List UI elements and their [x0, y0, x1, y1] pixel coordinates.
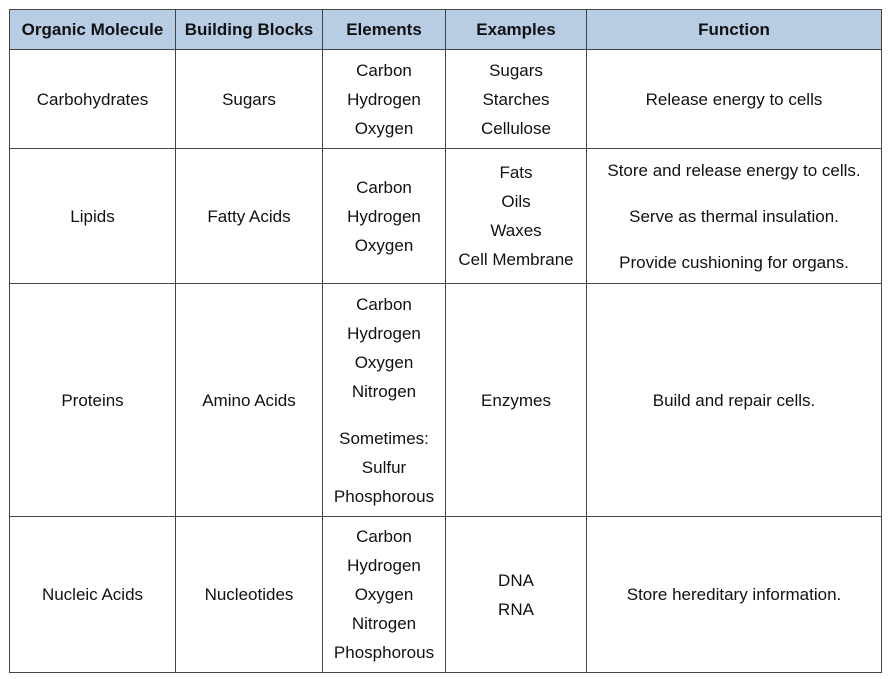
- function-cell: [587, 284, 882, 517]
- element-item: Carbon: [356, 177, 412, 197]
- examples-cell: [446, 284, 587, 517]
- element-item: Sulfur: [361, 457, 407, 477]
- header-organic-molecule: Organic Molecule: [10, 10, 176, 50]
- function-item: Serve as thermal insulation.: [629, 206, 839, 226]
- examples-cell: [446, 517, 587, 673]
- element-item: Carbon: [356, 60, 412, 80]
- molecule-cell: Nucleic Acids: [10, 517, 176, 673]
- elements-cell: [323, 517, 446, 673]
- example-item: Cellulose: [481, 118, 551, 138]
- building-blocks-cell: Fatty Acids: [176, 149, 323, 284]
- example-item: Oils: [501, 192, 531, 211]
- header-building-blocks: Building Blocks: [176, 10, 323, 50]
- example-item: Cell Membrane: [458, 250, 574, 269]
- function-item: Store and release energy to cells.: [607, 160, 861, 180]
- header-examples: Examples: [446, 10, 587, 50]
- table-row: [10, 517, 882, 673]
- header-elements: Elements: [323, 10, 446, 50]
- element-item: Hydrogen: [347, 206, 421, 226]
- molecule-cell: Lipids: [10, 149, 176, 284]
- organic-molecules-table: [9, 9, 882, 673]
- table-row: [10, 50, 882, 149]
- example-item: Sugars: [489, 60, 543, 80]
- element-item: Oxygen: [354, 235, 414, 255]
- spacer: [325, 406, 443, 424]
- element-item: Phosphorous: [333, 486, 435, 506]
- function-item: Store hereditary information.: [626, 585, 842, 604]
- building-blocks-cell: Nucleotides: [176, 517, 323, 673]
- element-item: Carbon: [356, 294, 412, 314]
- examples-cell: [446, 50, 587, 149]
- example-item: DNA: [498, 570, 534, 590]
- function-item: Build and repair cells.: [652, 390, 816, 410]
- function-cell: [587, 50, 882, 149]
- element-item: Oxygen: [354, 585, 414, 604]
- element-item: Nitrogen: [351, 614, 417, 633]
- element-item: Carbon: [356, 527, 412, 546]
- example-item: Fats: [499, 163, 533, 182]
- building-blocks-cell: Amino Acids: [176, 284, 323, 517]
- function-item: Release energy to cells: [645, 89, 823, 109]
- example-item: Starches: [482, 89, 550, 109]
- elements-cell: [323, 50, 446, 149]
- function-item: Provide cushioning for organs.: [619, 252, 849, 272]
- elements-cell: [323, 284, 446, 517]
- molecule-cell: Proteins: [10, 284, 176, 517]
- example-item: RNA: [498, 599, 534, 619]
- function-cell: [587, 149, 882, 284]
- element-item: Hydrogen: [347, 89, 421, 109]
- function-cell: [587, 517, 882, 673]
- spacer: [589, 231, 879, 248]
- building-blocks-cell: Sugars: [176, 50, 323, 149]
- element-item: Hydrogen: [347, 323, 421, 343]
- molecule-cell: Carbohydrates: [10, 50, 176, 149]
- header-function: Function: [587, 10, 882, 50]
- table-row: [10, 149, 882, 284]
- elements-sometimes-label: Sometimes:: [339, 428, 429, 448]
- element-item: Phosphorous: [333, 643, 435, 662]
- example-item: Waxes: [490, 221, 542, 240]
- element-item: Hydrogen: [347, 556, 421, 575]
- example-item: Enzymes: [481, 390, 551, 410]
- element-item: Nitrogen: [351, 381, 417, 401]
- elements-cell: [323, 149, 446, 284]
- header-row: [10, 10, 882, 50]
- element-item: Oxygen: [354, 118, 414, 138]
- table-row: [10, 284, 882, 517]
- examples-cell: [446, 149, 587, 284]
- element-item: Oxygen: [354, 352, 414, 372]
- spacer: [589, 185, 879, 202]
